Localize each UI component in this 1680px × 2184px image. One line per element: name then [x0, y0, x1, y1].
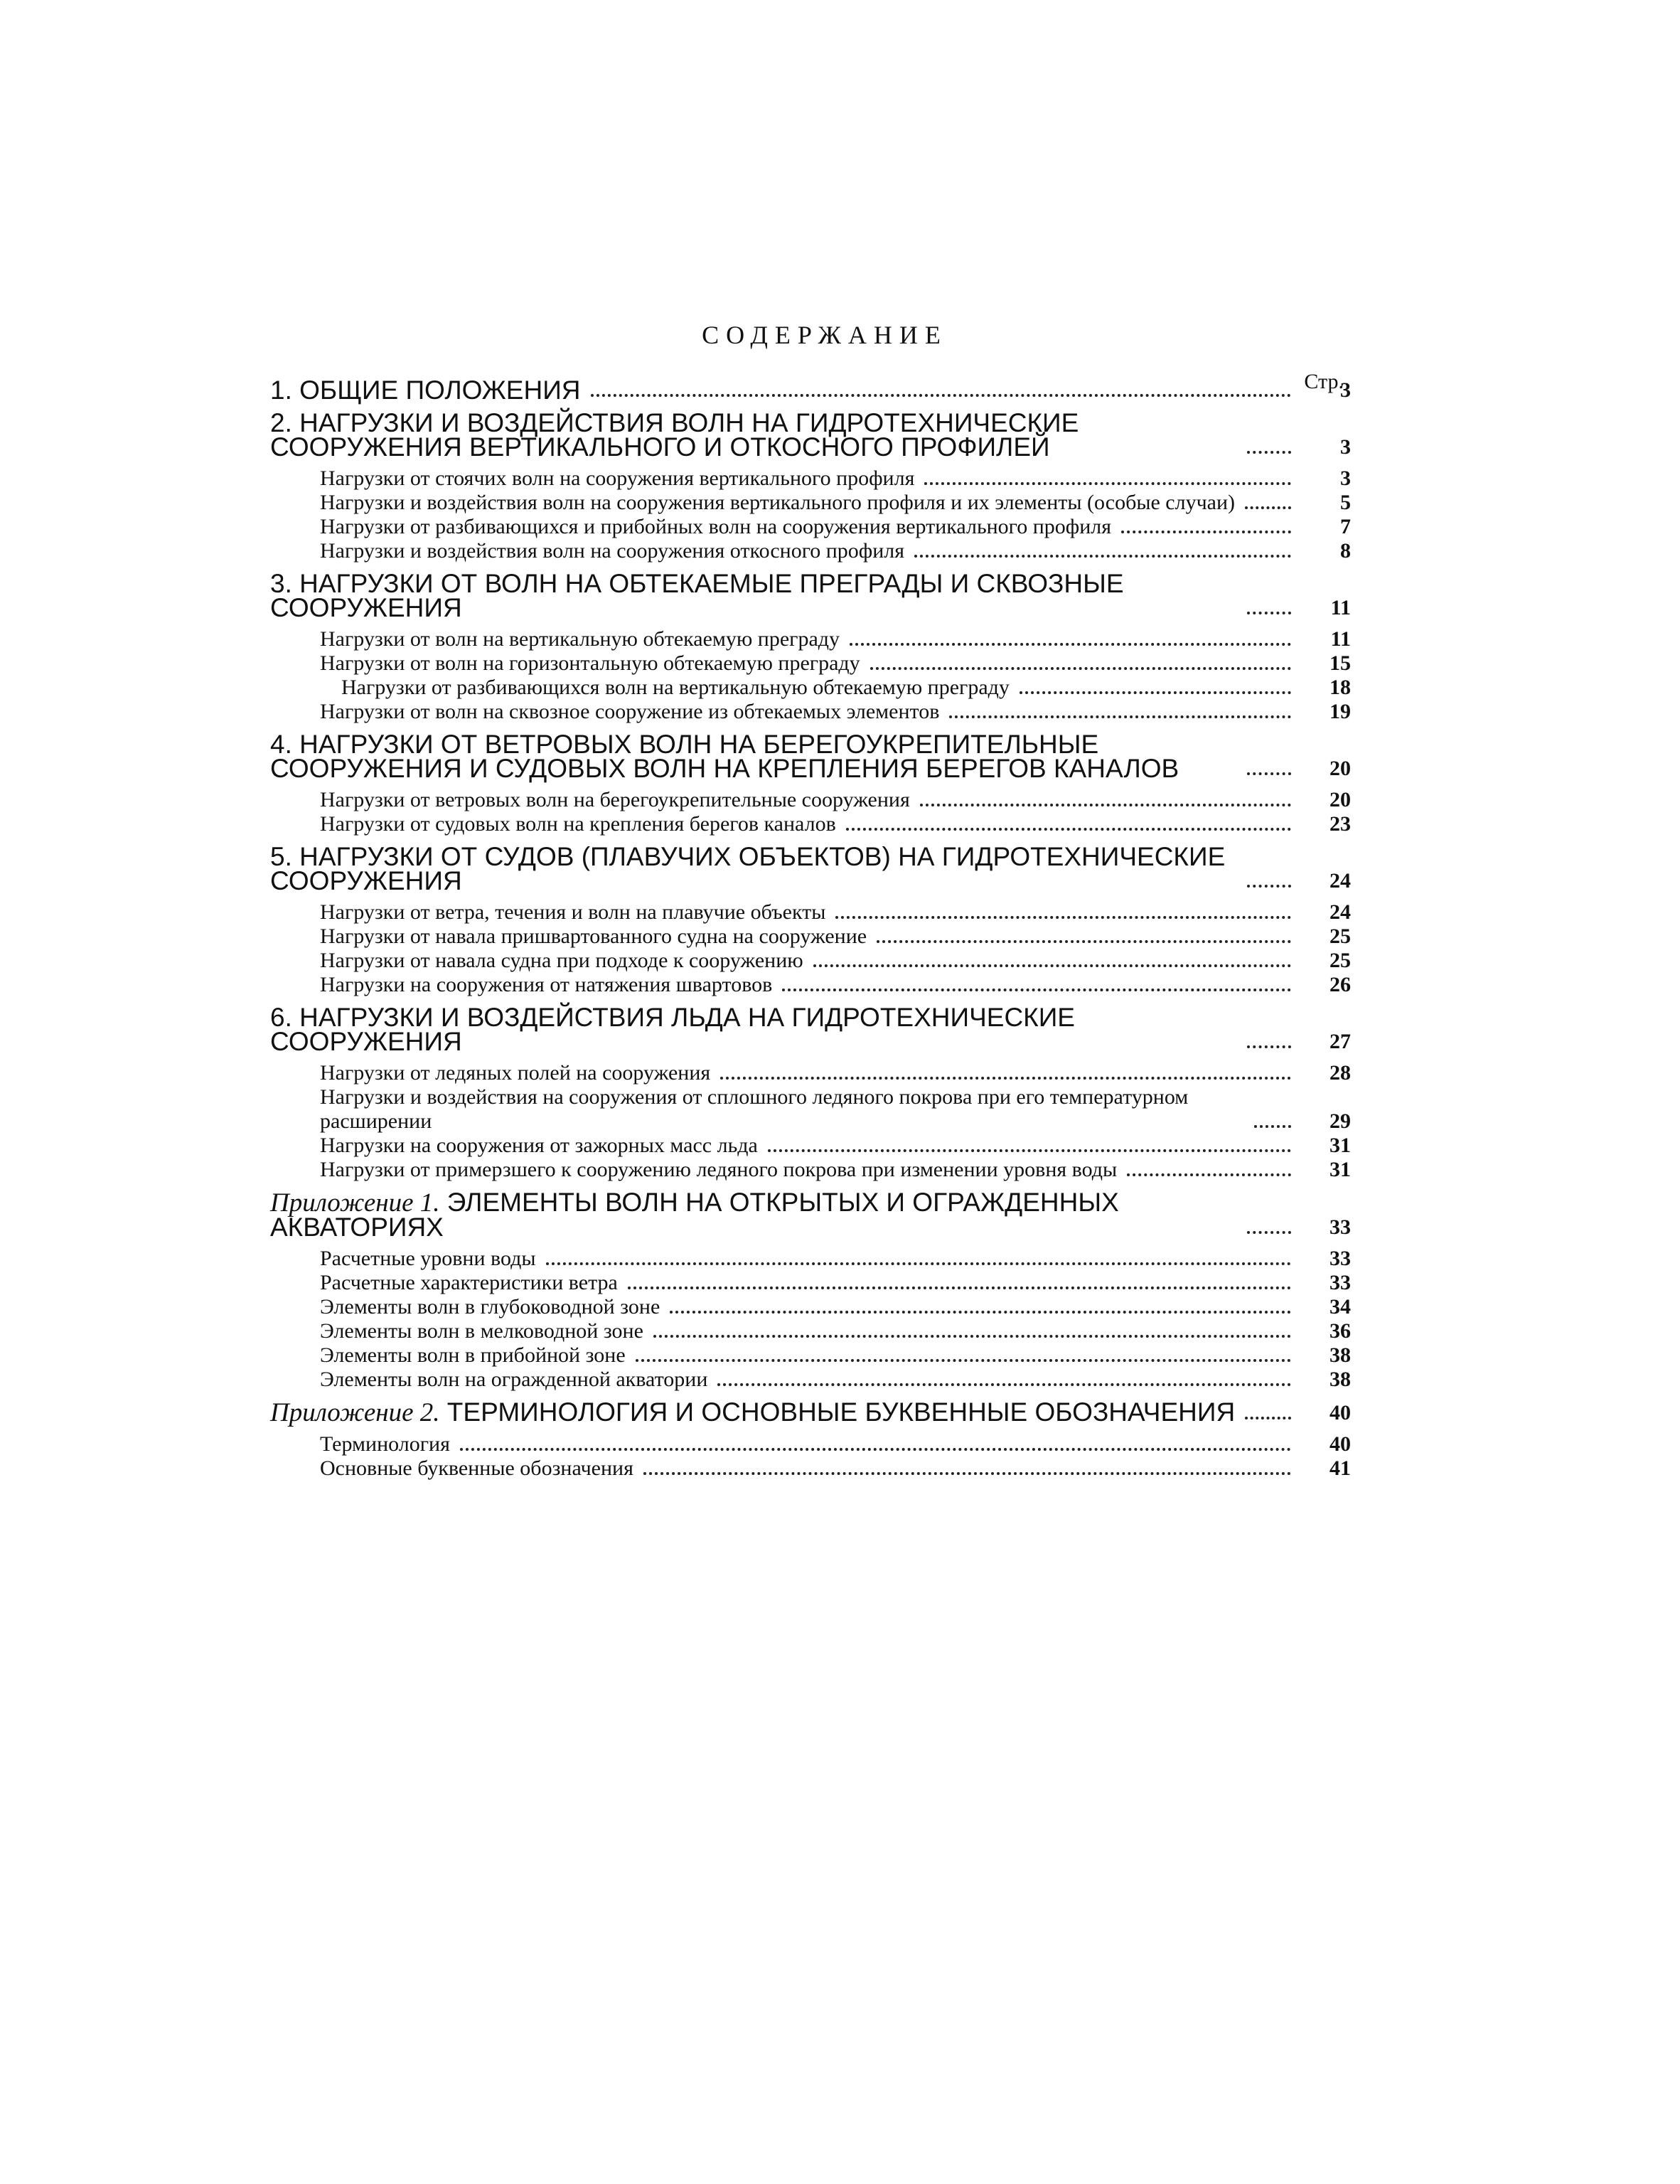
toc-section-title — [270, 569, 1237, 622]
toc-section-s4[interactable] — [270, 730, 1351, 783]
toc-item-text: Нагрузки от примерзшего к сооружению ледяного покрова при изменении уровня воды — [320, 1158, 1118, 1181]
dot-leader — [1254, 1125, 1291, 1128]
appendix-label: Приложение 2. — [270, 1398, 440, 1427]
toc-page-number: 7 — [1340, 515, 1351, 538]
toc-item-text: Нагрузки от ледяных полей на сооружения — [320, 1061, 711, 1085]
dot-leader — [877, 940, 1291, 943]
toc-item-text: Основные буквенные обозначения — [320, 1456, 633, 1480]
toc-item[interactable] — [270, 1134, 1351, 1158]
dot-leader — [628, 1287, 1291, 1289]
toc-page-number: 36 — [1329, 1319, 1351, 1343]
appendix-label: Приложение 1. — [270, 1188, 440, 1218]
toc-item-text: Нагрузки от стоячих волн на сооружения вертикального профиля — [320, 467, 915, 490]
page-column-label: Стр. — [1304, 370, 1344, 393]
toc-page-number: 26 — [1329, 973, 1351, 996]
toc-page-number: 33 — [1329, 1215, 1351, 1239]
toc-section-title — [270, 375, 581, 405]
toc-item-text: Нагрузки и воздействия на сооружения от сплошного ледяного покрова при его температурном расширении — [320, 1085, 1189, 1133]
toc-section-s6[interactable] — [270, 1003, 1351, 1056]
toc-section-title — [270, 1003, 1237, 1056]
toc-page-number: 34 — [1329, 1295, 1351, 1319]
toc-item[interactable] — [270, 676, 1351, 700]
toc-page-number: 31 — [1329, 1158, 1351, 1181]
dot-leader — [1121, 531, 1291, 533]
toc-item[interactable] — [270, 1158, 1351, 1182]
dot-leader — [670, 1311, 1291, 1314]
toc-section-text: 6. НАГРУЗКИ И ВОЗДЕЙСТВИЯ ЛЬДА НА ГИДРОТЕХНИЧЕСКИЕ СООРУЖЕНИЯ — [270, 1003, 1075, 1056]
toc-item-text: Терминология — [320, 1432, 450, 1456]
dot-leader — [636, 1359, 1291, 1362]
toc-item-text: Нагрузки от судовых волн на крепления берегов каналов — [320, 812, 836, 836]
toc-item[interactable] — [270, 1295, 1351, 1319]
toc-item[interactable] — [270, 1368, 1351, 1392]
dot-leader — [870, 667, 1291, 670]
toc-item[interactable] — [270, 651, 1351, 676]
toc-section-a1[interactable] — [270, 1190, 1351, 1240]
toc-section-text: 3. НАГРУЗКИ ОТ ВОЛН НА ОБТЕКАЕМЫЕ ПРЕГРАДЫ И СКВОЗНЫЕ СООРУЖЕНИЯ — [270, 569, 1124, 622]
toc-page-number: 27 — [1329, 1030, 1351, 1053]
table-of-contents — [270, 375, 1351, 1481]
toc-page-number: 31 — [1329, 1134, 1351, 1157]
toc-item[interactable] — [270, 1456, 1351, 1481]
toc-item-text: Элементы волн в мелководной зоне — [320, 1319, 643, 1343]
toc-item-text: Нагрузки от навала судна при подходе к сооружению — [320, 949, 803, 972]
toc-item-text: Нагрузки и воздействия волн на сооружения вертикального профиля и их элементы (особые случаи) — [320, 491, 1236, 514]
toc-page-number: 23 — [1329, 812, 1351, 836]
toc-page — [270, 320, 1351, 1481]
toc-page-number: 28 — [1329, 1061, 1351, 1085]
toc-item[interactable] — [270, 1343, 1351, 1368]
dot-leader — [768, 1149, 1291, 1152]
dot-leader — [920, 804, 1291, 806]
dot-leader — [813, 964, 1291, 967]
toc-page-number: 3 — [1340, 435, 1351, 459]
toc-page-number: 33 — [1329, 1247, 1351, 1270]
toc-section-title — [270, 1397, 1236, 1427]
toc-page-number: 24 — [1329, 869, 1351, 893]
dot-leader — [546, 1262, 1291, 1265]
toc-item[interactable] — [270, 467, 1351, 491]
toc-page-number: 25 — [1329, 925, 1351, 948]
toc-item[interactable] — [270, 973, 1351, 997]
toc-item-text: Нагрузки от разбивающихся волн на вертикальную обтекаемую преграду — [341, 676, 1010, 699]
toc-item[interactable] — [270, 700, 1351, 724]
toc-item[interactable] — [270, 812, 1351, 836]
toc-item-text: Нагрузки от разбивающихся и прибойных волн на сооружения вертикального профиля — [320, 515, 1112, 538]
toc-section-title — [270, 408, 1237, 462]
toc-item-text: Расчетные характеристики ветра — [320, 1271, 618, 1294]
toc-page-number: 8 — [1340, 539, 1351, 563]
toc-section-s1[interactable] — [270, 375, 1351, 405]
toc-page-number: 40 — [1329, 1401, 1351, 1424]
toc-item[interactable] — [270, 788, 1351, 812]
toc-item-text: Элементы волн в прибойной зоне — [320, 1343, 626, 1367]
toc-item[interactable] — [270, 1319, 1351, 1343]
toc-item[interactable] — [270, 949, 1351, 973]
toc-section-s5[interactable] — [270, 842, 1351, 895]
toc-item[interactable] — [270, 1271, 1351, 1295]
dot-leader — [720, 1077, 1291, 1080]
toc-item-text: Расчетные уровни воды — [320, 1247, 536, 1270]
toc-item[interactable] — [270, 1085, 1351, 1134]
page-title: СОДЕРЖАНИЕ — [702, 321, 948, 349]
toc-section-text: 2. НАГРУЗКИ И ВОЗДЕЙСТВИЯ ВОЛН НА ГИДРОТЕХНИЧЕСКИЕ СООРУЖЕНИЯ ВЕРТИКАЛЬНОГО И ОТКОСНОГО ПРОФИЛЕЙ — [270, 408, 1079, 462]
dot-leader — [782, 989, 1291, 991]
toc-page-number: 24 — [1329, 900, 1351, 924]
toc-item[interactable] — [270, 1432, 1351, 1456]
dot-leader — [643, 1472, 1291, 1475]
toc-item-text: Нагрузки от волн на горизонтальную обтекаемую преграду — [320, 651, 860, 675]
toc-page-number: 33 — [1329, 1271, 1351, 1294]
toc-item-text: Элементы волн в глубоководной зоне — [320, 1295, 660, 1319]
toc-item[interactable] — [270, 900, 1351, 925]
toc-page-number: 20 — [1329, 757, 1351, 780]
dot-leader — [1247, 1045, 1291, 1048]
toc-page-number: 41 — [1329, 1456, 1351, 1480]
toc-item[interactable] — [270, 539, 1351, 563]
toc-section-text: ТЕРМИНОЛОГИЯ И ОСНОВНЫЕ БУКВЕННЫЕ ОБОЗНАЧЕНИЯ — [446, 1397, 1236, 1427]
toc-item[interactable] — [270, 1061, 1351, 1085]
toc-page-number: 11 — [1330, 627, 1351, 651]
toc-item[interactable] — [270, 515, 1351, 539]
dot-leader — [653, 1335, 1291, 1338]
dot-leader — [1245, 506, 1291, 509]
toc-section-title — [270, 730, 1237, 783]
toc-item-text: Элементы волн на огражденной акватории — [320, 1368, 708, 1391]
toc-section-title — [270, 1190, 1237, 1240]
toc-section-text: ЭЛЕМЕНТЫ ВОЛН НА ОТКРЫТЫХ И ОГРАЖДЕННЫХ АКВАТОРИЯХ — [270, 1188, 1119, 1242]
dot-leader — [460, 1448, 1291, 1451]
toc-page-number: 40 — [1329, 1432, 1351, 1456]
dot-leader — [1127, 1173, 1291, 1176]
toc-page-number: 11 — [1330, 596, 1351, 619]
toc-item[interactable] — [270, 1247, 1351, 1271]
toc-page-number: 15 — [1329, 651, 1351, 675]
toc-item-text: Нагрузки на сооружения от зажорных масс льда — [320, 1134, 758, 1157]
toc-section-s2[interactable] — [270, 408, 1351, 462]
toc-page-number: 3 — [1340, 467, 1351, 490]
toc-item-text: Нагрузки от волн на сквозное сооружение из обтекаемых элементов — [320, 700, 940, 723]
dot-leader — [717, 1383, 1291, 1386]
toc-page-number: 38 — [1329, 1368, 1351, 1391]
toc-section-text: 1. ОБЩИЕ ПОЛОЖЕНИЯ — [270, 375, 581, 405]
toc-item[interactable] — [270, 627, 1351, 651]
toc-item[interactable] — [270, 491, 1351, 515]
toc-page-number: 38 — [1329, 1343, 1351, 1367]
dot-leader — [1245, 1417, 1291, 1419]
toc-item-text: Нагрузки от волн на вертикальную обтекаемую преграду — [320, 627, 840, 651]
dot-leader — [1020, 691, 1291, 694]
toc-item[interactable] — [270, 925, 1351, 949]
dot-leader — [1247, 1231, 1291, 1234]
toc-page-number: 18 — [1329, 676, 1351, 699]
dot-leader — [1247, 772, 1291, 775]
dot-leader — [1247, 885, 1291, 888]
toc-page-number: 3 — [1340, 378, 1351, 402]
toc-section-title — [270, 842, 1237, 895]
toc-section-a2[interactable] — [270, 1397, 1351, 1427]
dot-leader — [846, 828, 1291, 831]
toc-page-number: 19 — [1329, 700, 1351, 723]
dot-leader — [914, 555, 1291, 558]
toc-item-text: Нагрузки от ветра, течения и волн на плавучие объекты — [320, 900, 826, 924]
dot-leader — [949, 715, 1291, 718]
dot-leader — [835, 916, 1291, 919]
dot-leader — [850, 643, 1291, 646]
toc-page-number: 25 — [1329, 949, 1351, 972]
dot-leader — [924, 482, 1291, 485]
dot-leader — [591, 394, 1291, 397]
toc-page-number: 20 — [1329, 788, 1351, 811]
toc-item-text: Нагрузки на сооружения от натяжения швартовов — [320, 973, 773, 996]
toc-section-text: 5. НАГРУЗКИ ОТ СУДОВ (ПЛАВУЧИХ ОБЪЕКТОВ) НА ГИДРОТЕХНИЧЕСКИЕ СООРУЖЕНИЯ — [270, 842, 1226, 895]
toc-page-number: 29 — [1329, 1109, 1351, 1133]
toc-item-text: Нагрузки и воздействия волн на сооружения откосного профиля — [320, 539, 905, 563]
dot-leader — [1247, 612, 1291, 614]
toc-page-number: 5 — [1340, 491, 1351, 514]
toc-section-text: 4. НАГРУЗКИ ОТ ВЕТРОВЫХ ВОЛН НА БЕРЕГОУКРЕПИТЕЛЬНЫЕ СООРУЖЕНИЯ И СУДОВЫХ ВОЛН НА КРЕПЛЕНИЯ БЕРЕГОВ КАНАЛОВ — [270, 730, 1179, 783]
toc-section-s3[interactable] — [270, 569, 1351, 622]
toc-item-text: Нагрузки от ветровых волн на берегоукрепительные сооружения — [320, 788, 910, 811]
toc-item-text: Нагрузки от навала пришвартованного судна на сооружение — [320, 925, 867, 948]
dot-leader — [1247, 451, 1291, 454]
